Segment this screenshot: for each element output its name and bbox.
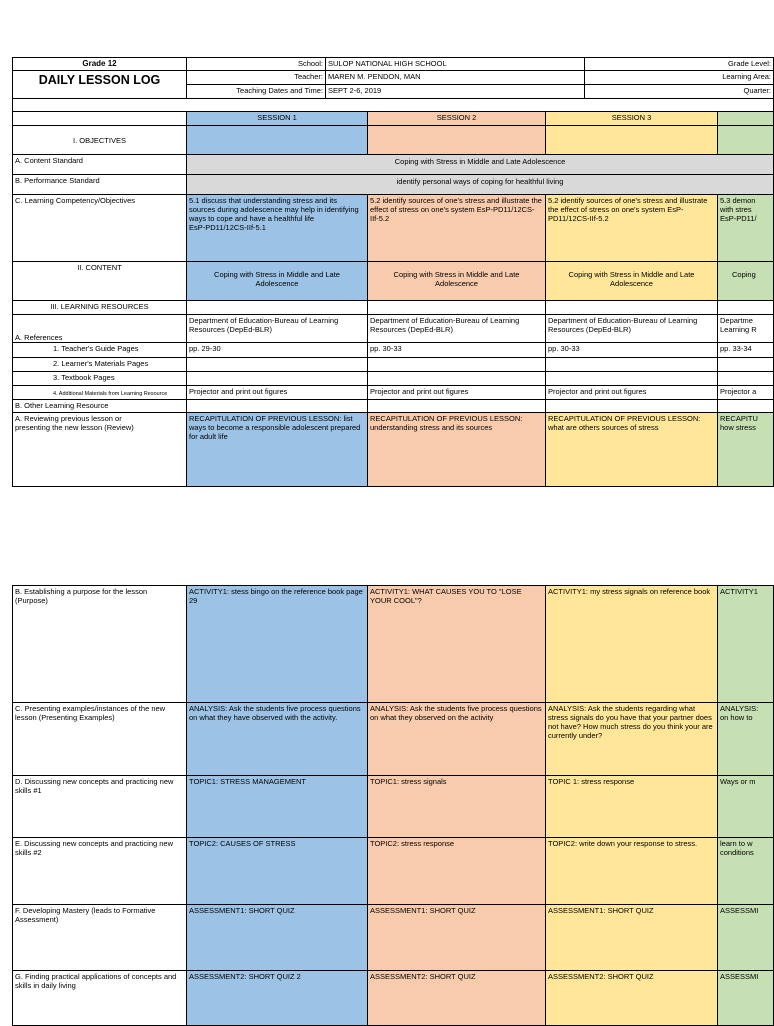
discussing1-s3: TOPIC 1: stress response	[545, 775, 718, 838]
mastery-s1: ASSESSMENT1: SHORT QUIZ	[186, 904, 368, 971]
additional-s1: Projector and print out figures	[186, 385, 368, 400]
tg-pages-s4: pp. 33-34	[717, 342, 774, 358]
presenting-s3: ANALYSIS: Ask the students regarding what stress signals do you have that your partner does not have? How much stress do you think your are currently under?	[545, 702, 718, 776]
resources-heading: III. LEARNING RESOURCES	[12, 300, 187, 315]
resources-s2	[367, 300, 546, 315]
presenting-s1: ANALYSIS: Ask the students five process questions on what they have observed with the activity.	[186, 702, 368, 776]
mastery-s2: ASSESSMENT1: SHORT QUIZ	[367, 904, 546, 971]
performance-standard-value: identify personal ways of coping for healthful living	[186, 174, 774, 195]
content-heading: II. CONTENT	[12, 261, 187, 301]
presenting-label: C. Presenting examples/instances of the new lesson (Presenting Examples)	[12, 702, 187, 776]
lm-pages-s4	[717, 357, 774, 372]
discussing2-label: E. Discussing new concepts and practicing new skills #2	[12, 837, 187, 905]
practical-label: G. Finding practical applications of concepts and skills in daily living	[12, 970, 187, 1026]
mastery-s4: ASSESSMI	[717, 904, 774, 971]
dates-value: SEPT 2-6, 2019	[325, 84, 585, 99]
content-s1: Coping with Stress in Middle and Late Adolescence	[186, 261, 368, 301]
competency-s3: 5.2 identify sources of one's stress and illustrate the effect of stress on one's system EsP-PD11/12CS-IIf-5.2	[545, 194, 718, 262]
competency-s1: 5.1 discuss that understanding stress and its sources during adolescence may help in identifying ways to cope and have a healthful life EsP-PD11/12CS-IIf-5.1	[186, 194, 368, 262]
textbook-pages-s4	[717, 371, 774, 386]
objectives-s3	[545, 125, 718, 155]
other-resource-s4	[717, 399, 774, 413]
resources-s4	[717, 300, 774, 315]
tg-pages-s2: pp. 30-33	[367, 342, 546, 358]
reviewing-s2: RECAPITULATION OF PREVIOUS LESSON: understanding stress and its sources	[367, 412, 546, 487]
discussing1-s1: TOPIC1: STRESS MANAGEMENT	[186, 775, 368, 838]
session-4-header	[717, 111, 774, 126]
competency-s2: 5.2 identify sources of one's stress and illustrate the effect of stress on one's system EsP-PD11/12CS-IIf-5.2	[367, 194, 546, 262]
content-s2: Coping with Stress in Middle and Late Adolescence	[367, 261, 546, 301]
session-2-header: SESSION 2	[367, 111, 546, 126]
lm-pages-s2	[367, 357, 546, 372]
additional-materials-label: 4. Additional Materials from Learning Resource	[12, 385, 187, 400]
practical-s1: ASSESSMENT2: SHORT QUIZ 2	[186, 970, 368, 1026]
references-s3: Department of Education-Bureau of Learning Resources (DepEd-BLR)	[545, 314, 718, 343]
discussing1-label: D. Discussing new concepts and practicing new skills #1	[12, 775, 187, 838]
reviewing-s4: RECAPITU how stress	[717, 412, 774, 487]
grade-level-label: Grade Level:	[584, 57, 774, 71]
other-resource-s2	[367, 399, 546, 413]
tg-pages-s1: pp. 29-30	[186, 342, 368, 358]
additional-s3: Projector and print out figures	[545, 385, 718, 400]
presenting-s2: ANALYSIS: Ask the students five process questions on what they observed on the activity	[367, 702, 546, 776]
establishing-s3: ACTIVITY1: my stress signals on reference book	[545, 585, 718, 703]
references-s4: Departme Learning R	[717, 314, 774, 343]
textbook-pages-s1	[186, 371, 368, 386]
school-label: School:	[186, 57, 326, 71]
objectives-s1	[186, 125, 368, 155]
objectives-heading: I. OBJECTIVES	[12, 125, 187, 155]
quarter-label: Quarter:	[584, 84, 774, 99]
session-1-header: SESSION 1	[186, 111, 368, 126]
resources-s1	[186, 300, 368, 315]
discussing1-s4: Ways or m	[717, 775, 774, 838]
references-s1: Department of Education-Bureau of Learning Resources (DepEd-BLR)	[186, 314, 368, 343]
other-resource-s1	[186, 399, 368, 413]
school-value: SULOP NATIONAL HIGH SCHOOL	[325, 57, 585, 71]
discussing2-s2: TOPIC2: stress response	[367, 837, 546, 905]
establishing-label: B. Establishing a purpose for the lesson (Purpose)	[12, 585, 187, 703]
competency-s4: 5.3 demon with stres EsP-PD11/	[717, 194, 774, 262]
competency-label: C. Learning Competency/Objectives	[12, 194, 187, 262]
resources-s3	[545, 300, 718, 315]
practical-s2: ASSESSMENT2: SHORT QUIZ	[367, 970, 546, 1026]
teacher-label: Teacher:	[186, 70, 326, 85]
reviewing-s3: RECAPITULATION OF PREVIOUS LESSON: what are others sources of stress	[545, 412, 718, 487]
other-resource-s3	[545, 399, 718, 413]
reviewing-label: A. Reviewing previous lesson or presenting the new lesson (Review)	[12, 412, 187, 487]
textbook-pages-s3	[545, 371, 718, 386]
discussing2-s1: TOPIC2: CAUSES OF STRESS	[186, 837, 368, 905]
additional-s2: Projector and print out figures	[367, 385, 546, 400]
performance-standard-label: B. Performance Standard	[12, 174, 187, 195]
objectives-s2	[367, 125, 546, 155]
learning-area-label: Learning Area:	[584, 70, 774, 85]
establishing-s4: ACTIVITY1	[717, 585, 774, 703]
content-standard-label: A. Content Standard	[12, 154, 187, 175]
mastery-s3: ASSESSMENT1: SHORT QUIZ	[545, 904, 718, 971]
reviewing-s1: RECAPITULATION OF PREVIOUS LESSON: list ways to become a responsible adolescent prepared for adult life	[186, 412, 368, 487]
establishing-s2: ACTIVITY1: WHAT CAUSES YOU TO "LOSE YOUR COOL"?	[367, 585, 546, 703]
lm-pages-s1	[186, 357, 368, 372]
references-label: A. References	[12, 314, 187, 343]
spacer-row	[12, 98, 774, 112]
discussing1-s2: TOPIC1: stress signals	[367, 775, 546, 838]
content-s3: Coping with Stress in Middle and Late Adolescence	[545, 261, 718, 301]
page-title: DAILY LESSON LOG	[12, 70, 187, 99]
session-3-header: SESSION 3	[545, 111, 718, 126]
textbook-pages-s2	[367, 371, 546, 386]
grade-cell: Grade 12	[12, 57, 187, 71]
objectives-s4	[717, 125, 774, 155]
references-s2: Department of Education-Bureau of Learning Resources (DepEd-BLR)	[367, 314, 546, 343]
textbook-pages-label: 3. Textbook Pages	[12, 371, 187, 386]
content-standard-value: Coping with Stress in Middle and Late Adolescence	[186, 154, 774, 175]
tg-pages-label: 1. Teacher's Guide Pages	[12, 342, 187, 358]
mastery-label: F. Developing Mastery (leads to Formative Assessment)	[12, 904, 187, 971]
teacher-value: MAREN M. PENDON, MAN	[325, 70, 585, 85]
content-s4: Coping	[717, 261, 774, 301]
lm-pages-label: 2. Learner's Materials Pages	[12, 357, 187, 372]
practical-s4: ASSESSMI	[717, 970, 774, 1026]
dates-label: Teaching Dates and Time:	[186, 84, 326, 99]
corner-cell	[12, 111, 187, 126]
establishing-s1: ACTIVITY1: stess bingo on the reference book page 29	[186, 585, 368, 703]
discussing2-s4: learn to w conditions	[717, 837, 774, 905]
additional-s4: Projector a	[717, 385, 774, 400]
tg-pages-s3: pp. 30-33	[545, 342, 718, 358]
presenting-s4: ANALYSIS: on how to	[717, 702, 774, 776]
practical-s3: ASSESSMENT2: SHORT QUIZ	[545, 970, 718, 1026]
discussing2-s3: TOPIC2: write down your response to stress.	[545, 837, 718, 905]
other-resource-label: B. Other Learning Resource	[12, 399, 187, 413]
lm-pages-s3	[545, 357, 718, 372]
